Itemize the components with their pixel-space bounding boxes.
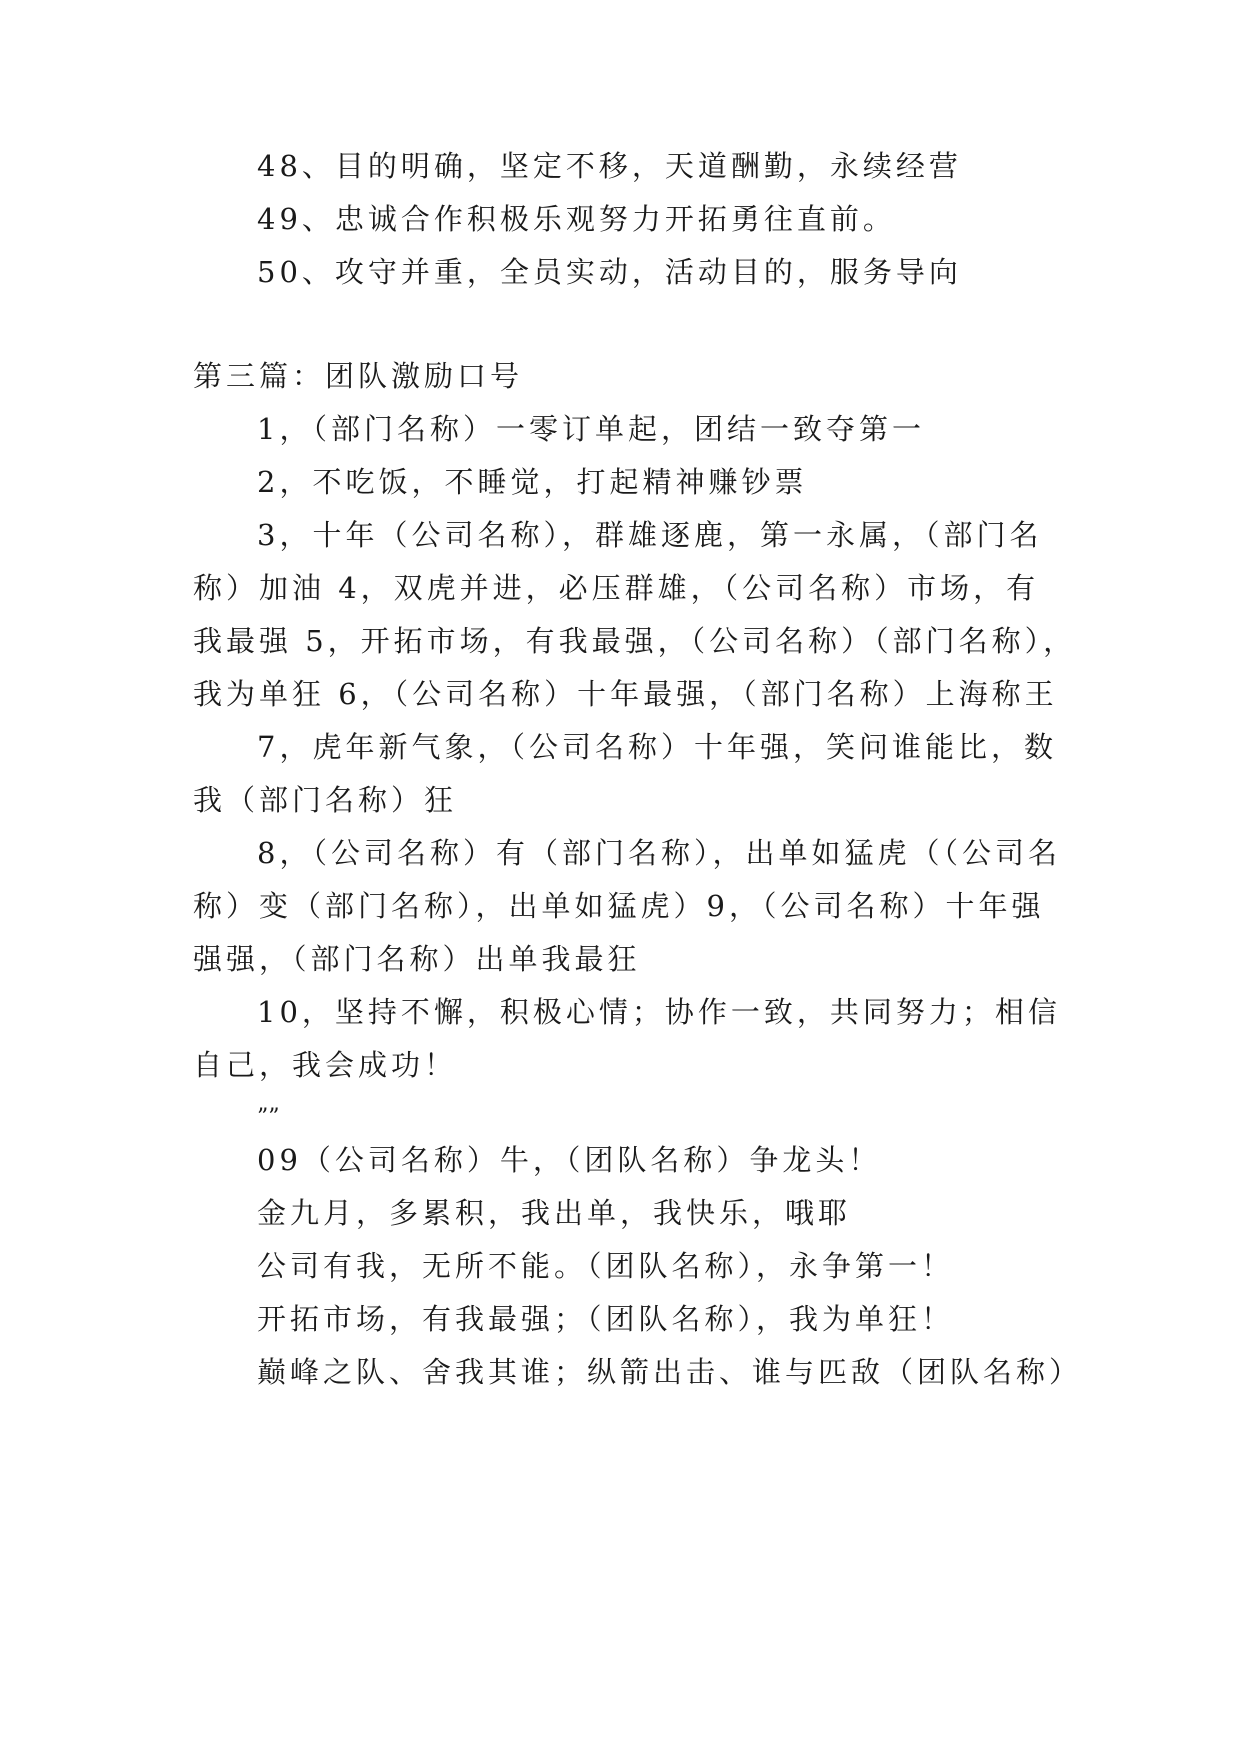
paragraph-line: 称）加油 4，双虎并进，必压群雄，（公司名称）市场，有 [193,571,1040,605]
slogan-line-49: 49、忠诚合作积极乐观努力开拓勇往直前。 [257,202,896,236]
paragraph-line: 7，虎年新气象，（公司名称）十年强，笑问谁能比，数 [257,730,1057,764]
paragraph-line: 8，（公司名称）有（部门名称），出单如猛虎（（公司名 [257,836,1061,870]
closing-line: 开拓市场，有我最强；（团队名称），我为单狂！ [257,1302,955,1336]
paragraph-line: 称）变（部门名称），出单如猛虎）9，（公司名称）十年强 [193,889,1045,923]
slogan-line-50: 50、攻守并重，全员实动，活动目的，服务导向 [257,255,962,289]
closing-line: 09（公司名称）牛，（团队名称）争龙头！ [257,1143,882,1177]
paragraph-line: 2，不吃饭，不睡觉，打起精神赚钞票 [257,465,808,499]
paragraph-line: 10，坚持不懈，积极心情；协作一致，共同努力；相信 [257,995,1061,1029]
paragraph-line: 我（部门名称）狂 [193,783,458,817]
paragraph-line: 我为单狂 6，（公司名称）十年最强，（部门名称）上海称王 [193,677,1058,711]
paragraph-line: 3，十年（公司名称），群雄逐鹿，第一永属，（部门名 [257,518,1043,552]
paragraph-line: 我最强 5，开拓市场，有我最强，（公司名称）（部门名称）， [193,624,1077,658]
slogan-line-48: 48、目的明确，坚定不移，天道酬勤，永续经营 [257,149,962,183]
quote-marks: ”” [257,1105,280,1130]
closing-line: 公司有我，无所不能。（团队名称），永争第一！ [257,1249,955,1283]
paragraph-line: 自己，我会成功！ [193,1048,458,1082]
section-title: 第三篇：团队激励口号 [193,359,524,393]
closing-line: 巅峰之队、舍我其谁；纵箭出击、谁与匹敌（团队名称） [257,1355,1083,1389]
paragraph-line: 1，（部门名称）一零订单起，团结一致夺第一 [257,412,925,446]
paragraph-line: 强强，（部门名称）出单我最狂 [193,942,641,976]
closing-line: 金九月，多累积，我出单，我快乐，哦耶 [257,1196,852,1230]
